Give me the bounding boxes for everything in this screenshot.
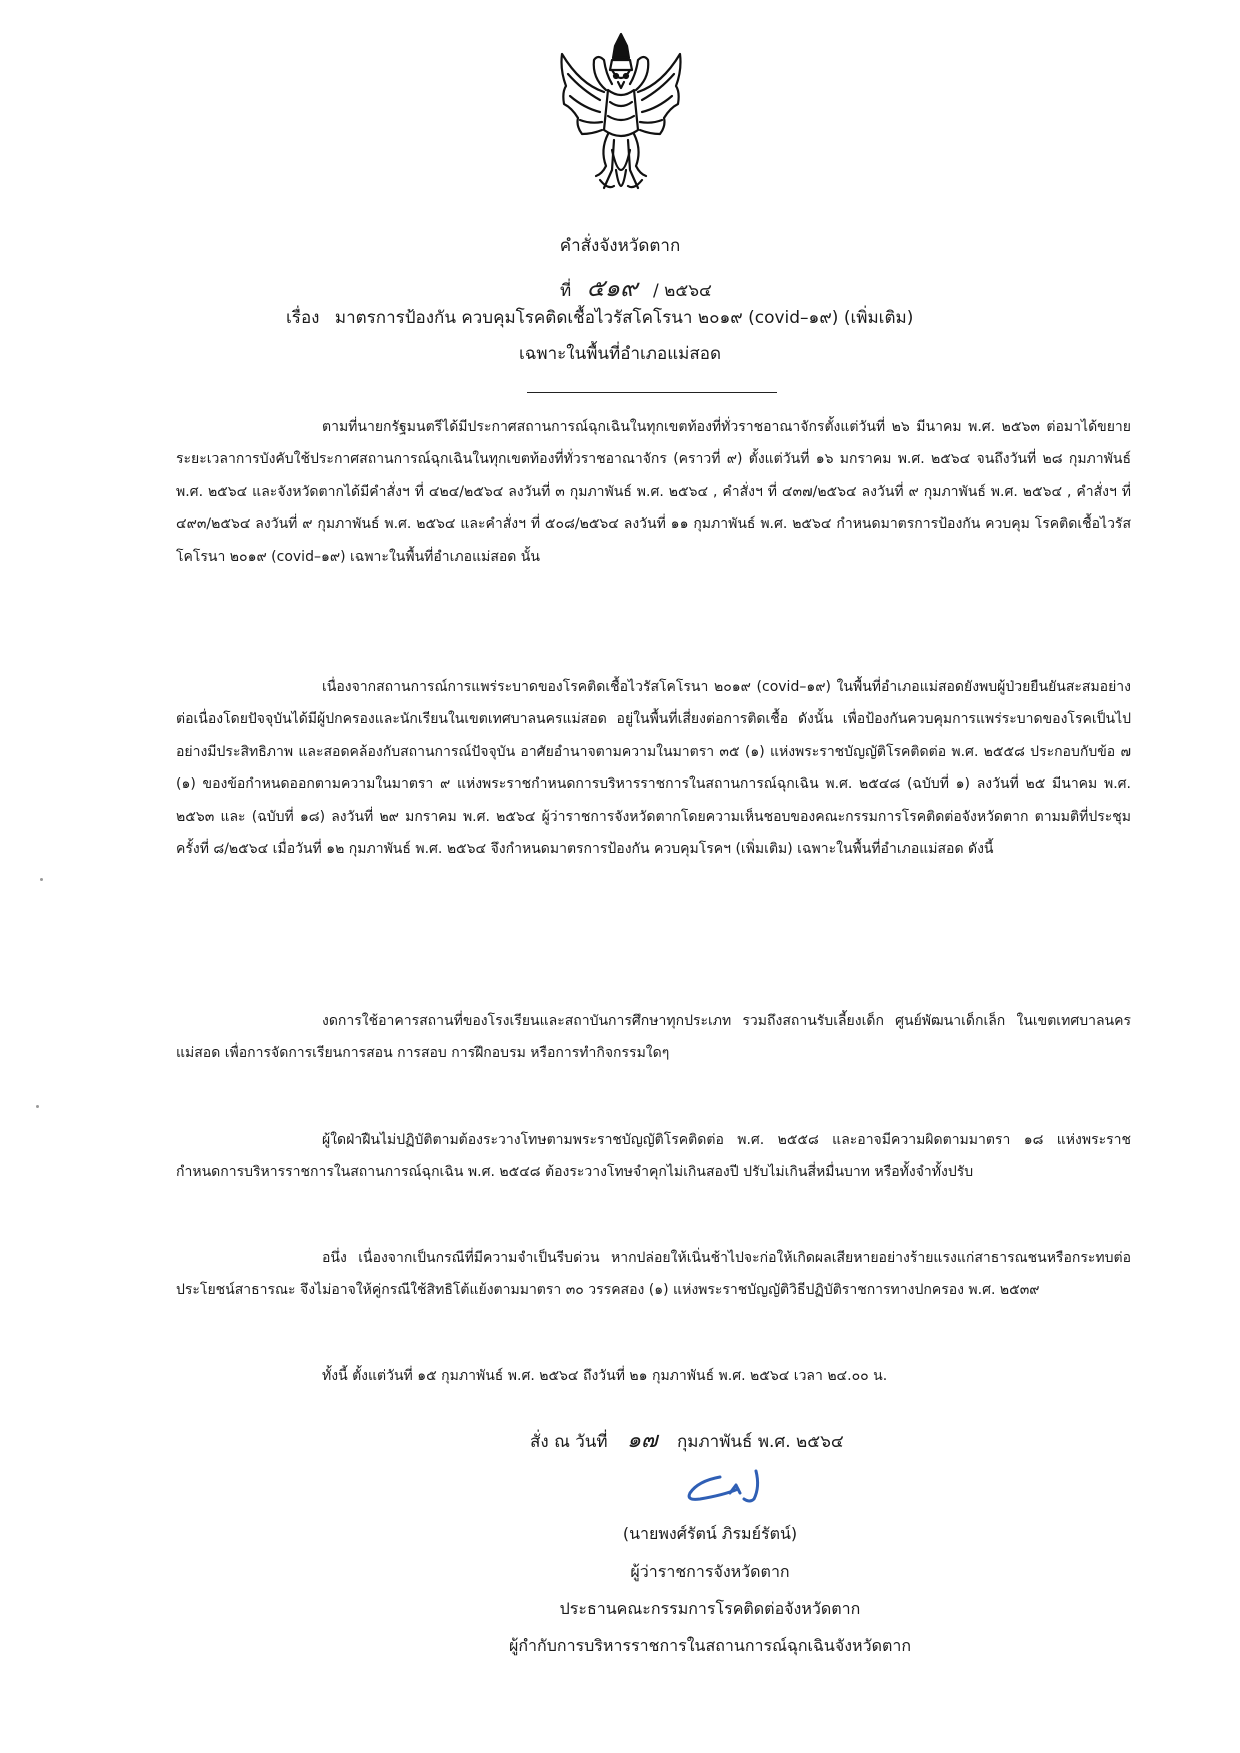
order-number	[560, 268, 712, 307]
order-date-day: ๑๗	[627, 1428, 658, 1453]
garuda-emblem-icon	[556, 30, 686, 210]
scan-speck	[40, 878, 43, 881]
order-date	[530, 1422, 844, 1457]
subject-line-2: เฉพาะในพื้นที่อำเภอแม่สอด	[519, 344, 721, 364]
header-divider	[527, 392, 777, 393]
paragraph-1	[176, 411, 1131, 573]
order-number-prefix: ที่	[560, 281, 572, 301]
order-date-month-year: กุมภาพันธ์ พ.ศ. ๒๕๖๔	[676, 1432, 844, 1452]
paragraph-2-text: เนื่องจากสถานการณ์การแพร่ระบาดของโรคติดเชื้อไวรัสโคโรนา ๒๐๑๙ (covid–๑๙) ในพื้นที่อำเภอแม่สอดยังพบผู้ป่วยยืนยันสะสมอย่างต่อเนื่องโดยปัจจุบันได้มีผู้ปกครองและนักเรียนในเขตเทศบาลนครแม่สอด อยู่ในพื้นที่เสี่ยงต่อการติดเชื้อ ดังนั้น เพื่อป้องกันควบคุมการแพร่ระบาดของโรคเป็นไปอย่างมีประสิทธิภาพ และสอดคล้องกับสถานการณ์ปัจจุบัน อาศัยอำนาจตามความในมาตรา ๓๕ (๑) แห่งพระราชบัญญัติโรคติดต่อ พ.ศ. ๒๕๕๘ ประกอบกับข้อ ๗ (๑) ของข้อกำหนดออกตามความในมาตรา ๙ แห่งพระราชกำหนดการบริหารราชการในสถานการณ์ฉุกเฉิน พ.ศ. ๒๕๔๘ (ฉบับที่ ๑) ลงวันที่ ๒๕ มีนาคม พ.ศ. ๒๕๖๓ และ (ฉบับที่ ๑๘) ลงวันที่ ๒๙ มกราคม พ.ศ. ๒๕๖๔ ผู้ว่าราชการจังหวัดตากโดยความเห็นชอบของคณะกรรมการโรคติดต่อจังหวัดตาก ตามมติที่ประชุมครั้งที่ ๘/๒๕๖๔ เมื่อวันที่ ๑๒ กุมภาพันธ์ พ.ศ. ๒๕๖๔ จึงกำหนดมาตรการป้องกัน ควบคุมโรคฯ (เพิ่มเติม) เฉพาะในพื้นที่อำเภอแม่สอด ดังนี้	[176, 679, 1131, 858]
signatory-position-2: ประธานคณะกรรมการโรคติดต่อจังหวัดตาก	[559, 1599, 861, 1618]
order-number-year: / ๒๕๖๔	[653, 281, 712, 301]
handwritten-signature-icon	[680, 1463, 790, 1513]
paragraph-6	[176, 1360, 1131, 1392]
paragraph-2	[176, 671, 1131, 865]
signatory-position-3: ผู้กำกับการบริหารราชการในสถานการณ์ฉุกเฉินจังหวัดตาก	[508, 1636, 912, 1655]
subject-text: มาตรการป้องกัน ควบคุมโรคติดเชื้อไวรัสโคโรนา ๒๐๑๙ (covid–๑๙) (เพิ่มเติม)	[334, 308, 914, 328]
paragraph-4-text: ผู้ใดฝ่าฝืนไม่ปฏิบัติตามต้องระวางโทษตามพระราชบัญญัติโรคติดต่อ พ.ศ. ๒๕๕๘ และอาจมีความผิดตามมาตรา ๑๘ แห่งพระราชกำหนดการบริหารราชการในสถานการณ์ฉุกเฉิน พ.ศ. ๒๕๔๘ ต้องระวางโทษจำคุกไม่เกินสองปี ปรับไม่เกินสี่หมื่นบาท หรือทั้งจำทั้งปรับ	[176, 1132, 1131, 1181]
subject-label: เรื่อง	[286, 308, 320, 328]
paragraph-4	[176, 1124, 1131, 1189]
order-date-prefix: สั่ง ณ วันที่	[530, 1432, 608, 1452]
order-title: คำสั่งจังหวัดตาก	[559, 236, 681, 256]
paragraph-5	[176, 1242, 1131, 1307]
subject-line	[286, 304, 913, 331]
paragraph-3-text: งดการใช้อาคารสถานที่ของโรงเรียนและสถาบันการศึกษาทุกประเภท รวมถึงสถานรับเลี้ยงเด็ก ศูนย์พัฒนาเด็กเล็ก ในเขตเทศบาลนครแม่สอด เพื่อการจัดการเรียนการสอน การสอบ การฝึกอบรม หรือการทำกิจกรรมใดๆ	[176, 1013, 1131, 1062]
paragraph-3	[176, 1005, 1131, 1070]
signatory-name: (นายพงศ์รัตน์ ภิรมย์รัตน์)	[622, 1524, 798, 1543]
paragraph-6-text: ทั้งนี้ ตั้งแต่วันที่ ๑๕ กุมภาพันธ์ พ.ศ. ๒๕๖๔ ถึงวันที่ ๒๑ กุมภาพันธ์ พ.ศ. ๒๕๖๔ เวลา ๒๔.๐๐ น.	[322, 1368, 888, 1384]
signatory-position-1: ผู้ว่าราชการจังหวัดตาก	[630, 1562, 790, 1581]
order-number-handwritten: ๕๑๙	[586, 274, 638, 302]
paragraph-1-text: ตามที่นายกรัฐมนตรีได้มีประกาศสถานการณ์ฉุกเฉินในทุกเขตท้องที่ทั่วราชอาณาจักรตั้งแต่วันที่ ๒๖ มีนาคม พ.ศ. ๒๕๖๓ ต่อมาได้ขยายระยะเวลาการบังคับใช้ประกาศสถานการณ์ฉุกเฉินในทุกเขตท้องที่ทั่วราชอาณาจักร (คราวที่ ๙) ตั้งแต่วันที่ ๑๖ มกราคม พ.ศ. ๒๕๖๔ จนถึงวันที่ ๒๘ กุมภาพันธ์ พ.ศ. ๒๕๖๔ และจังหวัดตากได้มีคำสั่งฯ ที่ ๔๒๔/๒๕๖๔ ลงวันที่ ๓ กุมภาพันธ์ พ.ศ. ๒๕๖๔ , คำสั่งฯ ที่ ๔๓๗/๒๕๖๔ ลงวันที่ ๙ กุมภาพันธ์ พ.ศ. ๒๕๖๔ , คำสั่งฯ ที่ ๔๙๓/๒๕๖๔ ลงวันที่ ๙ กุมภาพันธ์ พ.ศ. ๒๕๖๔ และคำสั่งฯ ที่ ๕๐๘/๒๕๖๔ ลงวันที่ ๑๑ กุมภาพันธ์ พ.ศ. ๒๕๖๔ กำหนดมาตรการป้องกัน ควบคุม โรคติดเชื้อไวรัสโคโรนา ๒๐๑๙ (covid–๑๙) เฉพาะในพื้นที่อำเภอแม่สอด นั้น	[176, 419, 1131, 565]
paragraph-5-text: อนึ่ง เนื่องจากเป็นกรณีที่มีความจำเป็นรีบด่วน หากปล่อยให้เนิ่นช้าไปจะก่อให้เกิดผลเสียหายอย่างร้ายแรงแก่สาธารณชนหรือกระทบต่อประโยชน์สาธารณะ จึงไม่อาจให้คู่กรณีใช้สิทธิโต้แย้งตามมาตรา ๓๐ วรรคสอง (๑) แห่งพระราชบัญญัติวิธีปฏิบัติราชการทางปกครอง พ.ศ. ๒๕๓๙	[176, 1250, 1131, 1299]
scan-speck	[36, 1105, 39, 1108]
